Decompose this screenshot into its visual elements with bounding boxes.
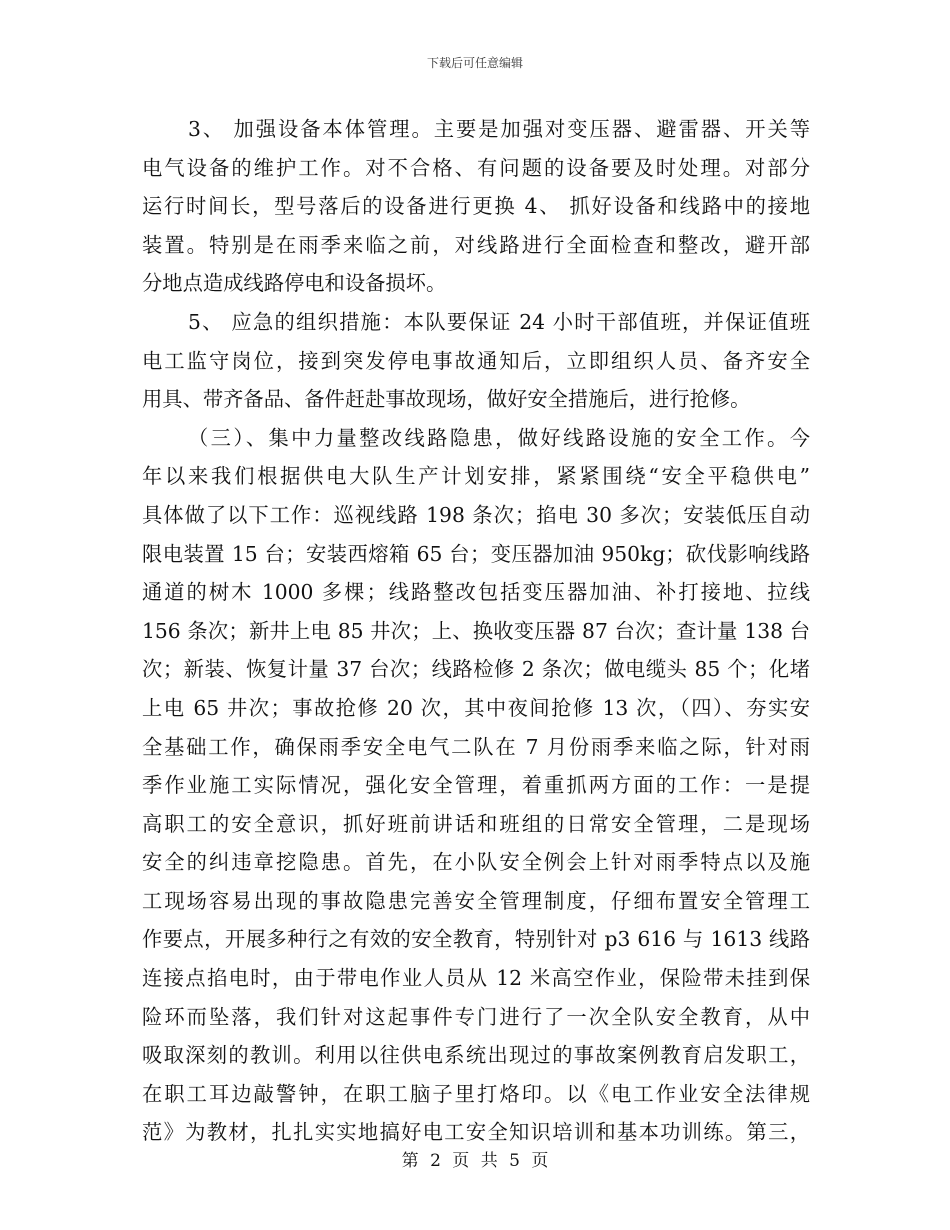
page-header: 下载后可任意编辑 — [426, 56, 523, 70]
text-line: 具体做了以下工作：巡视线路 198 条次；掐电 30 多次；安装低压自动 — [142, 502, 810, 527]
text-line: 装置。特别是在雨季来临之前，对线路进行全面检查和整改，避开部 — [142, 232, 810, 257]
text-line: 运行时间长，型号落后的设备进行更换 4、 抓好设备和线路中的接地 — [142, 194, 810, 219]
text-line: 作要点，开展多种行之有效的安全教育，特别针对 p3 616 与 1613 线路 — [142, 927, 810, 952]
text-line: 吸取深刻的教训。利用以往供电系统出现过的事故案例教育启发职工， — [142, 1043, 810, 1068]
text-line: 分地点造成线路停电和设备损坏。 — [142, 271, 447, 296]
text-line: 限电装置 15 台；安装西熔箱 65 台；变压器加油 950kg；砍伐影响线路 — [142, 541, 810, 566]
text-line: 5、 应急的组织措施：本队要保证 24 小时干部值班，并保证值班 — [188, 309, 810, 334]
text-line: 全基础工作，确保雨季安全电气二队在 7 月份雨季来临之际，针对雨 — [142, 734, 810, 759]
text-line: 高职工的安全意识，抓好班前讲话和班组的日常安全管理，二是现场 — [142, 811, 810, 836]
text-line: 次；新装、恢复计量 37 台次；线路检修 2 条次；做电缆头 85 个；化堵 — [142, 657, 810, 682]
text-line: 工现场容易出现的事故隐患完善安全管理制度，仔细布置安全管理工 — [142, 888, 810, 913]
text-line: 范》为教材，扎扎实实地搞好电工安全知识培训和基本功训练。第三， — [142, 1120, 810, 1145]
text-line: 季作业施工实际情况，强化安全管理，着重抓两方面的工作：一是提 — [142, 773, 810, 798]
document-body — [142, 110, 810, 1152]
text-line: 安全的纠违章挖隐患。首先，在小队安全例会上针对雨季特点以及施 — [142, 850, 810, 875]
page-number-footer: 第 2 页 共 5 页 — [401, 1151, 549, 1171]
text-line: 险环而坠落，我们针对这起事件专门进行了一次全队安全教育，从中 — [142, 1004, 810, 1029]
text-line: 电气设备的维护工作。对不合格、有问题的设备要及时处理。对部分 — [142, 155, 810, 180]
text-line: 年以来我们根据供电大队生产计划安排，紧紧围绕“安全平稳供电” — [142, 464, 810, 489]
text-line: 3、 加强设备本体管理。主要是加强对变压器、避雷器、开关等 — [188, 117, 810, 141]
text-line: 在职工耳边敲警钟，在职工脑子里打烙印。以《电工作业安全法律规 — [142, 1081, 810, 1106]
text-line: （三）、集中力量整改线路隐患，做好线路设施的安全工作。今 — [188, 425, 810, 450]
text-line: 上电 65 井次；事故抢修 20 次，其中夜间抢修 13 次，（四）、夯实安 — [142, 695, 810, 720]
text-line: 用具、带齐备品、备件赶赴事故现场，做好安全措施后，进行抢修。 — [142, 387, 751, 412]
text-line: 通道的树木 1000 多棵；线路整改包括变压器加油、补打接地、拉线 — [142, 580, 810, 605]
text-line: 连接点掐电时，由于带电作业人员从 12 米高空作业，保险带未挂到保 — [142, 966, 810, 991]
text-line: 156 条次；新井上电 85 井次；上、换收变压器 87 台次；查计量 138 台 — [142, 618, 810, 643]
text-line: 电工监守岗位，接到突发停电事故通知后，立即组织人员、备齐安全 — [142, 348, 810, 373]
